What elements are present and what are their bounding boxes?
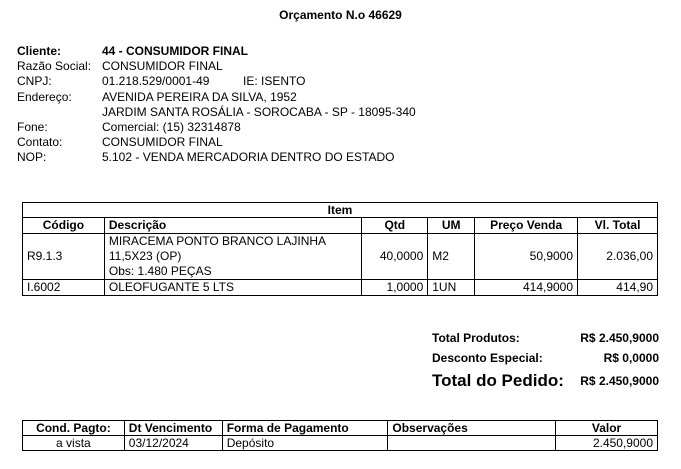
- col-codigo-header: Código: [23, 218, 105, 234]
- cliente-label: Cliente:: [17, 44, 62, 58]
- fone-label: Fone:: [17, 119, 48, 134]
- desconto-value: R$ 0,0000: [603, 351, 659, 365]
- pay-obs: [388, 436, 556, 451]
- item-codigo: R9.1.3: [23, 234, 105, 280]
- ie-value: IE: ISENTO: [243, 74, 306, 89]
- razao-label: Razão Social:: [17, 59, 92, 74]
- table-row: [23, 436, 658, 451]
- item-preco: 50,9000: [475, 234, 578, 280]
- endereco-label: Endereço:: [17, 89, 72, 104]
- col-venc-header: Dt Vencimento: [124, 421, 222, 436]
- nop-label: NOP:: [17, 150, 47, 165]
- cnpj-label: CNPJ:: [17, 74, 52, 89]
- payment-table: [22, 420, 658, 451]
- col-um-header: UM: [428, 218, 475, 234]
- item-descricao: [104, 234, 361, 280]
- totals-block: [432, 328, 659, 394]
- pay-cond: a vista: [23, 436, 125, 451]
- total-pedido-row: [432, 368, 659, 394]
- item-desc-line: 11,5X23 (OP): [108, 249, 182, 263]
- desconto-label: Desconto Especial:: [432, 351, 543, 365]
- item-total: 414,90: [578, 280, 658, 296]
- desconto-row: [432, 348, 659, 368]
- item-qtd: 1,0000: [362, 280, 428, 296]
- item-desc-line: MIRACEMA PONTO BRANCO LAJINHA: [108, 234, 327, 248]
- pay-forma: Depósito: [222, 436, 388, 451]
- total-produtos-value: R$ 2.450,9000: [580, 331, 659, 345]
- fone-value: Comercial: (15) 32314878: [102, 119, 241, 134]
- document-title: Orçamento N.o 46629: [279, 8, 402, 22]
- nop-value: 5.102 - VENDA MERCADORIA DENTRO DO ESTADO: [102, 150, 395, 165]
- item-codigo: I.6002: [23, 280, 105, 296]
- item-total: 2.036,00: [578, 234, 658, 280]
- item-qtd: 40,0000: [362, 234, 428, 280]
- table-row: [23, 280, 658, 296]
- col-qtd-header: Qtd: [362, 218, 428, 234]
- pay-venc: 03/12/2024: [124, 436, 222, 451]
- total-produtos-label: Total Produtos:: [432, 331, 520, 345]
- col-obs-header: Observações: [388, 421, 556, 436]
- contato-label: Contato:: [17, 135, 63, 150]
- table-row: [23, 234, 658, 280]
- items-group-header: Item: [23, 203, 658, 218]
- endereco-line1: AVENIDA PEREIRA DA SILVA, 1952: [102, 89, 297, 104]
- items-table: [22, 202, 658, 296]
- item-descricao: OLEOFUGANTE 5 LTS: [104, 280, 361, 296]
- cliente-value: 44 - CONSUMIDOR FINAL: [102, 44, 249, 58]
- item-um: M2: [428, 234, 475, 280]
- col-descricao-header: Descrição: [104, 218, 361, 234]
- pay-valor: 2.450,9000: [556, 436, 658, 451]
- col-valor-header: Valor: [556, 421, 658, 436]
- razao-value: CONSUMIDOR FINAL: [102, 59, 223, 74]
- col-preco-header: Preço Venda: [475, 218, 578, 234]
- item-um: 1UN: [428, 280, 475, 296]
- col-forma-header: Forma de Pagamento: [222, 421, 388, 436]
- total-pedido-value: R$ 2.450,9000: [580, 374, 659, 388]
- cnpj-value: 01.218.529/0001-49: [102, 74, 210, 89]
- item-obs: Obs: 1.480 PEÇAS: [108, 264, 212, 278]
- col-total-header: Vl. Total: [578, 218, 658, 234]
- contato-value: CONSUMIDOR FINAL: [102, 135, 223, 150]
- total-pedido-label: Total do Pedido:: [432, 371, 564, 390]
- total-produtos-row: [432, 328, 659, 348]
- col-cond-header: Cond. Pagto:: [23, 421, 125, 436]
- endereco-line2: JARDIM SANTA ROSÁLIA - SOROCABA - SP - 18095-340: [102, 104, 416, 119]
- item-preco: 414,9000: [475, 280, 578, 296]
